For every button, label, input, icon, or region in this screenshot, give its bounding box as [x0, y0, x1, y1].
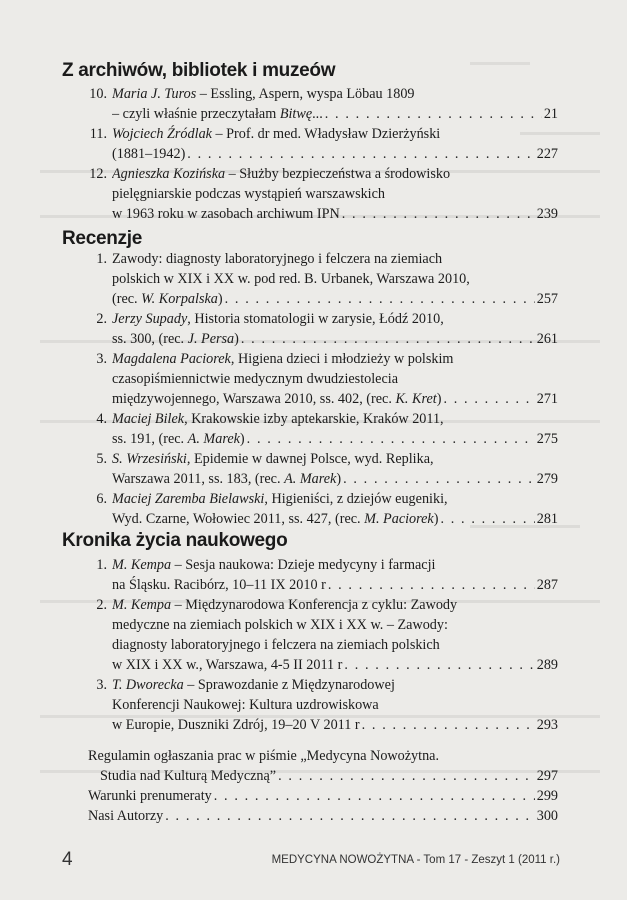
dot-leader	[325, 104, 542, 124]
page-footer	[62, 849, 560, 871]
reviewer-name: A. Marek	[284, 471, 337, 487]
entry-title: , Krakowskie izby aptekarskie, Kraków 2011,	[184, 411, 444, 427]
reviewer-name: K. Kret	[395, 391, 437, 407]
entry-title: na Śląsku. Racibórz, 10–11 IX 2010 r	[112, 577, 326, 593]
entry-title: , Higieniści, z dziejów eugeniki,	[264, 491, 448, 507]
section-heading-archives: Z archiwów, bibliotek i muzeów	[62, 60, 336, 81]
entry-title: )	[336, 471, 342, 487]
entry-title: )	[239, 431, 245, 447]
entry-title: Nasi Autorzy	[88, 808, 164, 824]
dot-leader	[278, 766, 535, 786]
entry-title: Konferencji Naukowej: Kultura uzdrowiskowa	[112, 697, 379, 713]
entry-title: medyczne na ziemiach polskich w XIX i XX w. – Zawody:	[112, 617, 448, 633]
entry-title: (1881–1942)	[112, 146, 186, 162]
toc-entry-subscription[interactable]	[88, 786, 558, 806]
dot-leader	[165, 806, 534, 826]
entry-author: S. Wrzesiński	[112, 451, 187, 467]
page-number: 299	[536, 788, 558, 804]
dot-leader	[247, 429, 535, 449]
entry-author: M. Kempa	[112, 557, 172, 573]
page-number: 289	[536, 657, 558, 673]
dot-leader	[443, 389, 534, 409]
page-number: 300	[536, 808, 558, 824]
entry-title: Warunki prenumeraty	[88, 788, 212, 804]
entry-title: – Międzynarodowa Konferencja z cyklu: Zawody	[171, 597, 458, 613]
dot-leader	[344, 655, 534, 675]
entry-number: 2.	[96, 311, 107, 327]
entry-title: ss. 191, (rec.	[112, 431, 188, 447]
entry-title: – Essling, Aspern, wyspa Löbau 1809	[196, 86, 415, 102]
page-number: 21	[543, 106, 558, 122]
entry-number: 3.	[96, 677, 107, 693]
entry-number: 6.	[96, 491, 107, 507]
entry-title: )	[234, 331, 239, 347]
entry-author: Magdalena Paciorek	[112, 351, 231, 367]
dot-leader	[225, 289, 535, 309]
entry-title: , Higiena dzieci i młodzieży w polskim	[230, 351, 454, 367]
dot-leader	[440, 509, 534, 529]
entry-title: , Epidemie w dawnej Polsce, wyd. Replika,	[186, 451, 434, 467]
entry-number: 12.	[89, 166, 107, 182]
entry-title: – Służby bezpieczeństwa a środowisko	[225, 166, 451, 182]
entry-author: T. Dworecka	[112, 677, 184, 693]
dot-leader	[343, 469, 535, 489]
entry-title: Studia nad Kulturą Medyczną”	[100, 768, 277, 784]
entry-title: Warszawa 2011, ss. 183, (rec.	[112, 471, 285, 487]
page-number: 281	[536, 511, 558, 527]
entry-author: Agnieszka Kozińska	[112, 166, 226, 182]
entry-number: 3.	[96, 351, 107, 367]
page-number: 275	[536, 431, 558, 447]
footer-journal-title: MEDYCYNA NOWOŻYTNA - Tom 17 - Zeszyt 1 (2011 r.)	[271, 854, 560, 866]
entry-author: Wojciech Źródlak	[112, 126, 212, 142]
entry-number: 2.	[96, 597, 107, 613]
section-heading-reviews: Recenzje	[62, 228, 142, 249]
entry-title: międzywojennego, Warszawa 2010, ss. 402, (rec.	[112, 391, 396, 407]
reviewer-name: A. Marek	[187, 431, 240, 447]
page-number: 227	[536, 146, 558, 162]
dot-leader	[342, 204, 535, 224]
entry-title: , Historia stomatologii w zarysie, Łódź 2010,	[187, 311, 444, 327]
entry-title: – czyli właśnie przeczytałam	[112, 106, 280, 122]
entry-title: )	[217, 291, 223, 307]
reviewer-name: M. Paciorek	[364, 511, 434, 527]
entry-number: 5.	[96, 451, 107, 467]
page-number: 261	[536, 331, 558, 347]
entry-author: M. Kempa	[112, 597, 172, 613]
dot-leader	[328, 575, 535, 595]
reviewer-name: J. Persa	[187, 331, 235, 347]
entry-title: polskich w XIX i XX w. pod red. B. Urbanek, Warszawa 2010,	[112, 271, 470, 287]
page-number: 279	[536, 471, 558, 487]
page-number: 293	[536, 717, 558, 733]
entry-title: – Sprawozdanie z Międzynarodowej	[183, 677, 395, 693]
entry-number: 4.	[96, 411, 107, 427]
section-heading-chronicle: Kronika życia naukowego	[62, 530, 288, 551]
entry-title: pielęgniarskie podczas wystąpień warszawskich	[112, 186, 386, 202]
entry-title: w 1963 roku w zasobach archiwum IPN	[112, 206, 340, 222]
entry-title: Zawody: diagnosty laboratoryjnego i felczera na ziemiach	[112, 251, 443, 267]
entry-title: w XIX i XX w., Warszawa, 4-5 II 2011 r	[112, 657, 343, 673]
entry-title: Regulamin ogłaszania prac w piśmie „Medycyna Nowożytna.	[88, 748, 440, 764]
entry-title: (rec.	[112, 291, 142, 307]
page-number: 271	[536, 391, 558, 407]
entry-title: – Sesja naukowa: Dzieje medycyny i farmacji	[171, 557, 436, 573]
footer-page-number: 4	[62, 849, 73, 870]
dot-leader	[362, 715, 535, 735]
entry-number: 1.	[96, 557, 107, 573]
entry-title: diagnosty laboratoryjnego i felczera na ziemiach polskich	[112, 637, 440, 653]
page-number: 257	[536, 291, 558, 307]
dot-leader	[214, 786, 535, 806]
entry-title: czasopiśmiennictwie medycznym dwudziestolecia	[112, 371, 399, 387]
page-number: 287	[536, 577, 558, 593]
toc-entry-regulations[interactable]	[88, 746, 558, 786]
entry-title: – Prof. dr med. Władysław Dzierżyński	[211, 126, 441, 142]
entry-author: Maria J. Turos	[112, 86, 197, 102]
page-number: 239	[536, 206, 558, 222]
entry-title: )	[436, 391, 442, 407]
page-number: 297	[536, 768, 558, 784]
entry-title: Wyd. Czarne, Wołowiec 2011, ss. 427, (rec.	[112, 511, 365, 527]
dot-leader	[241, 329, 535, 349]
entry-title-italic: Bitwę	[279, 106, 313, 122]
toc-entry-authors[interactable]	[88, 806, 558, 826]
entry-author: Maciej Zaremba Bielawski	[112, 491, 265, 507]
entry-number: 1.	[96, 251, 107, 267]
entry-number: 10.	[89, 86, 107, 102]
dot-leader	[187, 144, 534, 164]
entry-author: Maciej Bilek	[112, 411, 185, 427]
entry-title: w Europie, Duszniki Zdrój, 19–20 V 2011 r	[112, 717, 360, 733]
reviewer-name: W. Korpalska	[141, 291, 218, 307]
entry-author: Jerzy Supady	[112, 311, 188, 327]
entry-title: )	[433, 511, 439, 527]
entry-number: 11.	[89, 126, 107, 142]
entry-title: ss. 300, (rec.	[112, 331, 188, 347]
entry-title: ...	[312, 106, 323, 122]
